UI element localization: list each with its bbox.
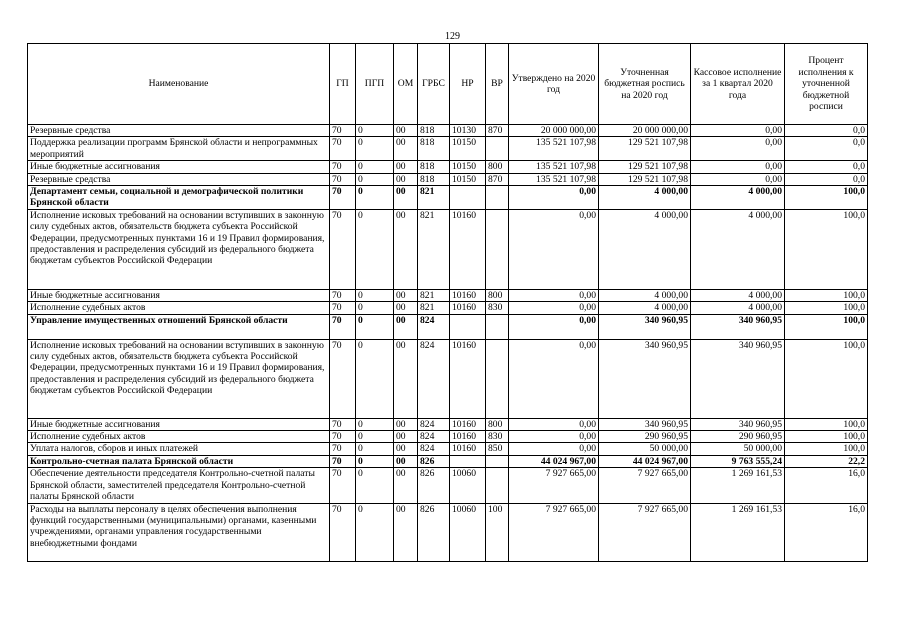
cell-vr — [486, 455, 509, 467]
cell-np — [450, 314, 486, 339]
header-grbs: ГРБС — [418, 44, 450, 125]
cell-vr — [486, 209, 509, 289]
cell-np: 10160 — [450, 289, 486, 301]
cell-om: 00 — [394, 137, 418, 161]
cell-ppgp: 0 — [356, 137, 394, 161]
cell-ppgp: 0 — [356, 339, 394, 418]
cell-percent: 0,0 — [785, 173, 868, 185]
cell-ppgp: 0 — [356, 289, 394, 301]
cell-name: Департамент семьи, социальной и демографической политики Брянской области — [28, 186, 330, 210]
cell-cash: 1 269 161,53 — [691, 503, 785, 561]
header-name: Наименование — [28, 44, 330, 125]
header-gp: ГП — [330, 44, 356, 125]
cell-refined: 7 927 665,00 — [599, 468, 691, 503]
header-percent: Процент исполнения к уточненной бюджетной росписи — [785, 44, 868, 125]
table-row — [28, 468, 868, 503]
table-row — [28, 289, 868, 301]
cell-refined: 129 521 107,98 — [599, 173, 691, 185]
header-vr: ВР — [486, 44, 509, 125]
cell-grbs: 826 — [418, 455, 450, 467]
cell-om: 00 — [394, 125, 418, 137]
cell-grbs: 826 — [418, 503, 450, 561]
cell-vr — [486, 137, 509, 161]
header-approved: Утверждено на 2020 год — [509, 44, 599, 125]
cell-approved: 0,00 — [509, 431, 599, 443]
header-cash: Кассовое исполнение за 1 квартал 2020 года — [691, 44, 785, 125]
cell-cash: 9 763 555,24 — [691, 455, 785, 467]
cell-name: Управление имущественных отношений Брянской области — [28, 314, 330, 339]
cell-approved: 0,00 — [509, 209, 599, 289]
cell-refined: 340 960,95 — [599, 418, 691, 430]
cell-refined: 4 000,00 — [599, 289, 691, 301]
cell-approved: 0,00 — [509, 289, 599, 301]
cell-approved: 0,00 — [509, 186, 599, 210]
cell-ppgp: 0 — [356, 468, 394, 503]
cell-np: 10160 — [450, 302, 486, 314]
cell-name: Исполнение судебных актов — [28, 302, 330, 314]
cell-np: 10160 — [450, 443, 486, 455]
cell-ppgp: 0 — [356, 418, 394, 430]
cell-vr: 100 — [486, 503, 509, 561]
cell-np: 10160 — [450, 339, 486, 418]
cell-percent: 100,0 — [785, 289, 868, 301]
cell-om: 00 — [394, 161, 418, 173]
cell-grbs: 824 — [418, 443, 450, 455]
cell-grbs: 818 — [418, 161, 450, 173]
cell-np: 10060 — [450, 503, 486, 561]
cell-np — [450, 186, 486, 210]
cell-om: 00 — [394, 209, 418, 289]
cell-np: 10150 — [450, 161, 486, 173]
cell-vr: 870 — [486, 125, 509, 137]
table-row — [28, 209, 868, 289]
cell-vr: 830 — [486, 431, 509, 443]
cell-name: Исполнение исковых требований на основании вступивших в законную силу судебных актов, обязательств бюджета субъекта Российской Федерации, предусмотренных пунктами 16 и 19 Правил формирования, предоставления и распределения субсидий из федерального бюджета бюджетам субъектов Российской Федерации — [28, 339, 330, 418]
cell-refined: 4 000,00 — [599, 302, 691, 314]
cell-approved: 135 521 107,98 — [509, 137, 599, 161]
cell-name: Поддержка реализации программ Брянской области и непрограммных мероприятий — [28, 137, 330, 161]
cell-vr — [486, 339, 509, 418]
cell-om: 00 — [394, 455, 418, 467]
cell-approved: 20 000 000,00 — [509, 125, 599, 137]
cell-gp: 70 — [330, 339, 356, 418]
cell-vr — [486, 186, 509, 210]
cell-percent: 0,0 — [785, 125, 868, 137]
cell-grbs: 818 — [418, 125, 450, 137]
cell-percent: 0,0 — [785, 161, 868, 173]
cell-name: Расходы на выплаты персоналу в целях обеспечения выполнения функций государственными (муниципальными) органами, казенными учреждениями, органами управления государственными внебюджетными фондами — [28, 503, 330, 561]
cell-om: 00 — [394, 314, 418, 339]
cell-ppgp: 0 — [356, 302, 394, 314]
cell-gp: 70 — [330, 137, 356, 161]
cell-approved: 0,00 — [509, 443, 599, 455]
cell-refined: 290 960,95 — [599, 431, 691, 443]
cell-cash: 340 960,95 — [691, 418, 785, 430]
cell-name: Уплата налогов, сборов и иных платежей — [28, 443, 330, 455]
cell-om: 00 — [394, 173, 418, 185]
cell-grbs: 818 — [418, 137, 450, 161]
cell-grbs: 824 — [418, 339, 450, 418]
cell-gp: 70 — [330, 173, 356, 185]
cell-refined: 129 521 107,98 — [599, 161, 691, 173]
cell-om: 00 — [394, 418, 418, 430]
cell-grbs: 824 — [418, 418, 450, 430]
cell-grbs: 824 — [418, 314, 450, 339]
cell-vr: 870 — [486, 173, 509, 185]
cell-vr: 800 — [486, 289, 509, 301]
cell-gp: 70 — [330, 314, 356, 339]
table-row — [28, 173, 868, 185]
cell-refined: 129 521 107,98 — [599, 137, 691, 161]
cell-grbs: 818 — [418, 173, 450, 185]
cell-cash: 0,00 — [691, 125, 785, 137]
cell-cash: 4 000,00 — [691, 302, 785, 314]
header-np: НР — [450, 44, 486, 125]
cell-cash: 340 960,95 — [691, 339, 785, 418]
cell-ppgp: 0 — [356, 173, 394, 185]
cell-vr — [486, 468, 509, 503]
cell-refined: 20 000 000,00 — [599, 125, 691, 137]
cell-percent: 16,0 — [785, 468, 868, 503]
cell-gp: 70 — [330, 161, 356, 173]
cell-grbs: 826 — [418, 468, 450, 503]
table-header-row — [28, 44, 868, 125]
cell-cash: 0,00 — [691, 173, 785, 185]
cell-gp: 70 — [330, 468, 356, 503]
cell-gp: 70 — [330, 302, 356, 314]
cell-ppgp: 0 — [356, 314, 394, 339]
cell-percent: 100,0 — [785, 339, 868, 418]
cell-cash: 1 269 161,53 — [691, 468, 785, 503]
cell-grbs: 821 — [418, 302, 450, 314]
cell-percent: 100,0 — [785, 186, 868, 210]
cell-cash: 4 000,00 — [691, 186, 785, 210]
cell-name: Обеспечение деятельности председателя Контрольно-счетной палаты Брянской области, заместителей председателя Контрольно-счетной палаты Брянской области — [28, 468, 330, 503]
cell-grbs: 821 — [418, 289, 450, 301]
cell-percent: 16,0 — [785, 503, 868, 561]
cell-approved: 0,00 — [509, 314, 599, 339]
cell-gp: 70 — [330, 186, 356, 210]
cell-ppgp: 0 — [356, 186, 394, 210]
table-row — [28, 418, 868, 430]
cell-cash: 340 960,95 — [691, 314, 785, 339]
table-row — [28, 161, 868, 173]
cell-percent: 100,0 — [785, 443, 868, 455]
cell-ppgp: 0 — [356, 431, 394, 443]
cell-np: 10160 — [450, 209, 486, 289]
cell-vr: 830 — [486, 302, 509, 314]
table-row — [28, 314, 868, 339]
cell-approved: 7 927 665,00 — [509, 503, 599, 561]
cell-refined: 340 960,95 — [599, 314, 691, 339]
cell-name: Иные бюджетные ассигнования — [28, 161, 330, 173]
cell-om: 00 — [394, 468, 418, 503]
cell-cash: 50 000,00 — [691, 443, 785, 455]
cell-gp: 70 — [330, 418, 356, 430]
header-refined: Уточненная бюджетная роспись на 2020 год — [599, 44, 691, 125]
cell-vr: 850 — [486, 443, 509, 455]
cell-gp: 70 — [330, 209, 356, 289]
cell-approved: 7 927 665,00 — [509, 468, 599, 503]
cell-cash: 0,00 — [691, 161, 785, 173]
cell-ppgp: 0 — [356, 443, 394, 455]
cell-name: Резервные средства — [28, 125, 330, 137]
cell-vr — [486, 314, 509, 339]
cell-grbs: 821 — [418, 186, 450, 210]
cell-name: Исполнение исковых требований на основании вступивших в законную силу судебных актов, обязательств бюджета субъекта Российской Федерации, предусмотренных пунктами 16 и 19 Правил формирования, предоставления и распределения субсидий из федерального бюджета бюджетам субъектов Российской Федерации — [28, 209, 330, 289]
cell-np: 10130 — [450, 125, 486, 137]
cell-om: 00 — [394, 431, 418, 443]
cell-percent: 0,0 — [785, 137, 868, 161]
cell-refined: 4 000,00 — [599, 209, 691, 289]
cell-ppgp: 0 — [356, 209, 394, 289]
cell-grbs: 821 — [418, 209, 450, 289]
cell-ppgp: 0 — [356, 161, 394, 173]
cell-grbs: 824 — [418, 431, 450, 443]
cell-gp: 70 — [330, 431, 356, 443]
cell-np: 10150 — [450, 137, 486, 161]
page-number: 129 — [445, 31, 460, 42]
cell-np — [450, 455, 486, 467]
cell-refined: 50 000,00 — [599, 443, 691, 455]
cell-name: Контрольно-счетная палата Брянской области — [28, 455, 330, 467]
cell-np: 10150 — [450, 173, 486, 185]
cell-approved: 0,00 — [509, 418, 599, 430]
cell-refined: 4 000,00 — [599, 186, 691, 210]
cell-np: 10160 — [450, 418, 486, 430]
table-row — [28, 137, 868, 161]
budget-table — [27, 43, 868, 562]
cell-approved: 135 521 107,98 — [509, 173, 599, 185]
cell-approved: 0,00 — [509, 302, 599, 314]
cell-percent: 100,0 — [785, 302, 868, 314]
cell-refined: 44 024 967,00 — [599, 455, 691, 467]
cell-gp: 70 — [330, 289, 356, 301]
cell-cash: 4 000,00 — [691, 289, 785, 301]
table-row — [28, 431, 868, 443]
cell-percent: 22,2 — [785, 455, 868, 467]
cell-cash: 0,00 — [691, 137, 785, 161]
cell-ppgp: 0 — [356, 455, 394, 467]
cell-om: 00 — [394, 503, 418, 561]
cell-cash: 290 960,95 — [691, 431, 785, 443]
cell-name: Иные бюджетные ассигнования — [28, 418, 330, 430]
cell-approved: 135 521 107,98 — [509, 161, 599, 173]
cell-om: 00 — [394, 339, 418, 418]
cell-percent: 100,0 — [785, 209, 868, 289]
cell-gp: 70 — [330, 125, 356, 137]
cell-name: Иные бюджетные ассигнования — [28, 289, 330, 301]
cell-percent: 100,0 — [785, 418, 868, 430]
header-om: ОМ — [394, 44, 418, 125]
cell-om: 00 — [394, 289, 418, 301]
cell-gp: 70 — [330, 503, 356, 561]
cell-cash: 4 000,00 — [691, 209, 785, 289]
header-ppgp: ПГП — [356, 44, 394, 125]
cell-vr: 800 — [486, 161, 509, 173]
cell-om: 00 — [394, 186, 418, 210]
table-row — [28, 503, 868, 561]
table-row — [28, 455, 868, 467]
table-row — [28, 302, 868, 314]
cell-refined: 7 927 665,00 — [599, 503, 691, 561]
table-row — [28, 186, 868, 210]
cell-ppgp: 0 — [356, 125, 394, 137]
cell-approved: 44 024 967,00 — [509, 455, 599, 467]
table-row — [28, 339, 868, 418]
cell-om: 00 — [394, 443, 418, 455]
table-row — [28, 125, 868, 137]
cell-np: 10060 — [450, 468, 486, 503]
cell-name: Резервные средства — [28, 173, 330, 185]
cell-vr: 800 — [486, 418, 509, 430]
cell-name: Исполнение судебных актов — [28, 431, 330, 443]
table-row — [28, 443, 868, 455]
cell-percent: 100,0 — [785, 431, 868, 443]
cell-ppgp: 0 — [356, 503, 394, 561]
cell-percent: 100,0 — [785, 314, 868, 339]
cell-refined: 340 960,95 — [599, 339, 691, 418]
cell-approved: 0,00 — [509, 339, 599, 418]
cell-om: 00 — [394, 302, 418, 314]
cell-gp: 70 — [330, 443, 356, 455]
cell-gp: 70 — [330, 455, 356, 467]
cell-np: 10160 — [450, 431, 486, 443]
